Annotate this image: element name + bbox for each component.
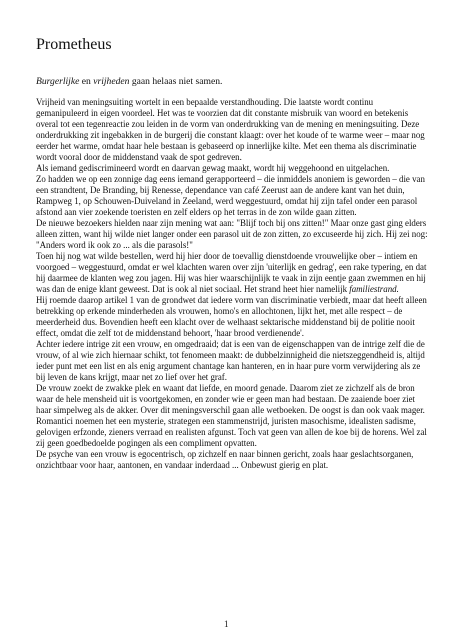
lead-paragraph <box>36 76 426 87</box>
lead-text-2: gaan helaas niet samen. <box>129 76 223 87</box>
familiestrand-italic: familiestrand. <box>349 284 399 294</box>
page-number: 1 <box>224 619 229 629</box>
paragraph-7: Achter iedere intrige zit een vrouw, en omgedraaid; dat is een van de eigenschappen van de intrige zelf die de vrouw, of al wie zich hiernaar schikt, tot fenomeen maakt: de dubbelzinnigheid die nietszeggendheid is, altijd ieder punt met een list en als enig argument chantage kan hanteren, en in haar pure vorm verwijdering als ze bij leven de kans krijgt, maar net zo lief over het graf. <box>36 339 425 382</box>
paragraph-4: De nieuwe bezoekers hielden naar zijn mening wat aan: "Blijf toch bij ons zitten!" Maar onze gast ging elders alleen zitten, want hij wilde niet langer onder een parasol uit de zon zitten, zo excuseerde hij zich. Hij zei nog: "Anders word ik ook zo ... als die parasols!" <box>36 218 428 250</box>
paragraph-2: Als iemand gediscrimineerd wordt en daarvan gewag maakt, wordt hij weggehoond en uitgelachen. <box>36 163 390 173</box>
lead-text-1: en <box>79 76 94 87</box>
page-title: Prometheus <box>36 36 112 53</box>
lead-italic-2: vrijheden <box>93 76 130 87</box>
paragraph-9: Romantici noemen het een mysterie, strategen een stammenstrijd, juristen masochisme, idealisten sadisme, gelovigen erfzonde, zieners verraad en realisten afgunst. Toch vat geen van allen de koe bij de horens. Wel zal zij geen goedbedoelde pogingen als een compliment opvatten. <box>36 416 427 448</box>
paragraph-5 <box>36 251 428 295</box>
paragraph-8: De vrouw zoekt de zwakke plek en waant dat liefde, en moord genade. Daarom ziet ze zichzelf als de bron waar de hele mensheid uit is voortgekomen, en zonder wie er geen man had bestaan. De zaaiende boer ziet haar simpelweg als de akker. Over dit meningsverschil gaan alle wetboeken. De oogst is dan ook vaak mager. <box>36 383 425 415</box>
paragraph-6: Hij roemde daarop artikel 1 van de grondwet dat iedere vorm van discriminatie verbiedt, maar dat heeft alleen betrekking op erkende minderheden als vrouwen, homo's en allochtonen, lijkt het, met alle respect – de meerderheid dus. Bovendien heeft een klacht over de welhaast sektarische middenstand bij de politie nooit effect, omdat die zelf tot de middenstand behoort, 'haar brood verdienende'. <box>36 295 427 338</box>
paragraph-1: Vrijheid van meningsuiting wortelt in een bepaalde verstandhouding. Die laatste wordt continu gemanipuleerd in eigen voordeel. Het was te voorzien dat dit constante misbruik van woord en betekenis overal tot een tegenreactie zou leiden in de vorm van onderdrukking van de mening en meningsuiting. Deze onderdrukking zit ingebakken in de burgerij die constant klaagt: over het koude of te warme weer – maar nog eerder het warme, omdat haar hele bestaan is gebaseerd op innerlijke kilte. Met een thema als discriminatie wordt vooral door de middenstand vaak de spot gedreven. <box>36 97 425 162</box>
paragraph-3: Zo hadden we op een zonnige dag eens iemand gerapporteerd – die inmiddels anoniem is geworden – die van een strandtent, De Branding, bij Renesse, dependance van café Zeerust aan de andere kant van het duin, Rampweg 1, op Schouwen-Duiveland in Zeeland, werd weggestuurd, omdat hij zijn tafel onder een parasol afstond aan vier zoekende toeristen en zelf elders op het terras in de zon wilde gaan zitten. <box>36 174 425 217</box>
paragraph-5-text: Toen hij nog wat wilde bestellen, werd hij hier door de toevallig dienstdoende vrouwelijke ober – intiem en voorgoed – weggestuurd, omdat er wel klachten waren over zijn 'uiterlijk en gedrag', een rake typering, en dat hij daarmee de klanten weg zou jagen. Hij was hier waarschijnlijk te vaak in zijn eentje gaan zwemmen en hij was dan de enige klant geweest. Dat is ook al niet sociaal. Het strand heet hier namelijk <box>36 251 427 294</box>
body-text <box>36 97 428 471</box>
paragraph-10: De psyche van een vrouw is egocentrisch, op zichzelf en naar binnen gericht, zoals haar geslachtsorganen, onzichtbaar voor haar, aantonen, en vandaar inderdaad ... Onbewust gierig en plat. <box>36 449 414 470</box>
lead-italic-1: Burgerlijke <box>36 76 80 87</box>
